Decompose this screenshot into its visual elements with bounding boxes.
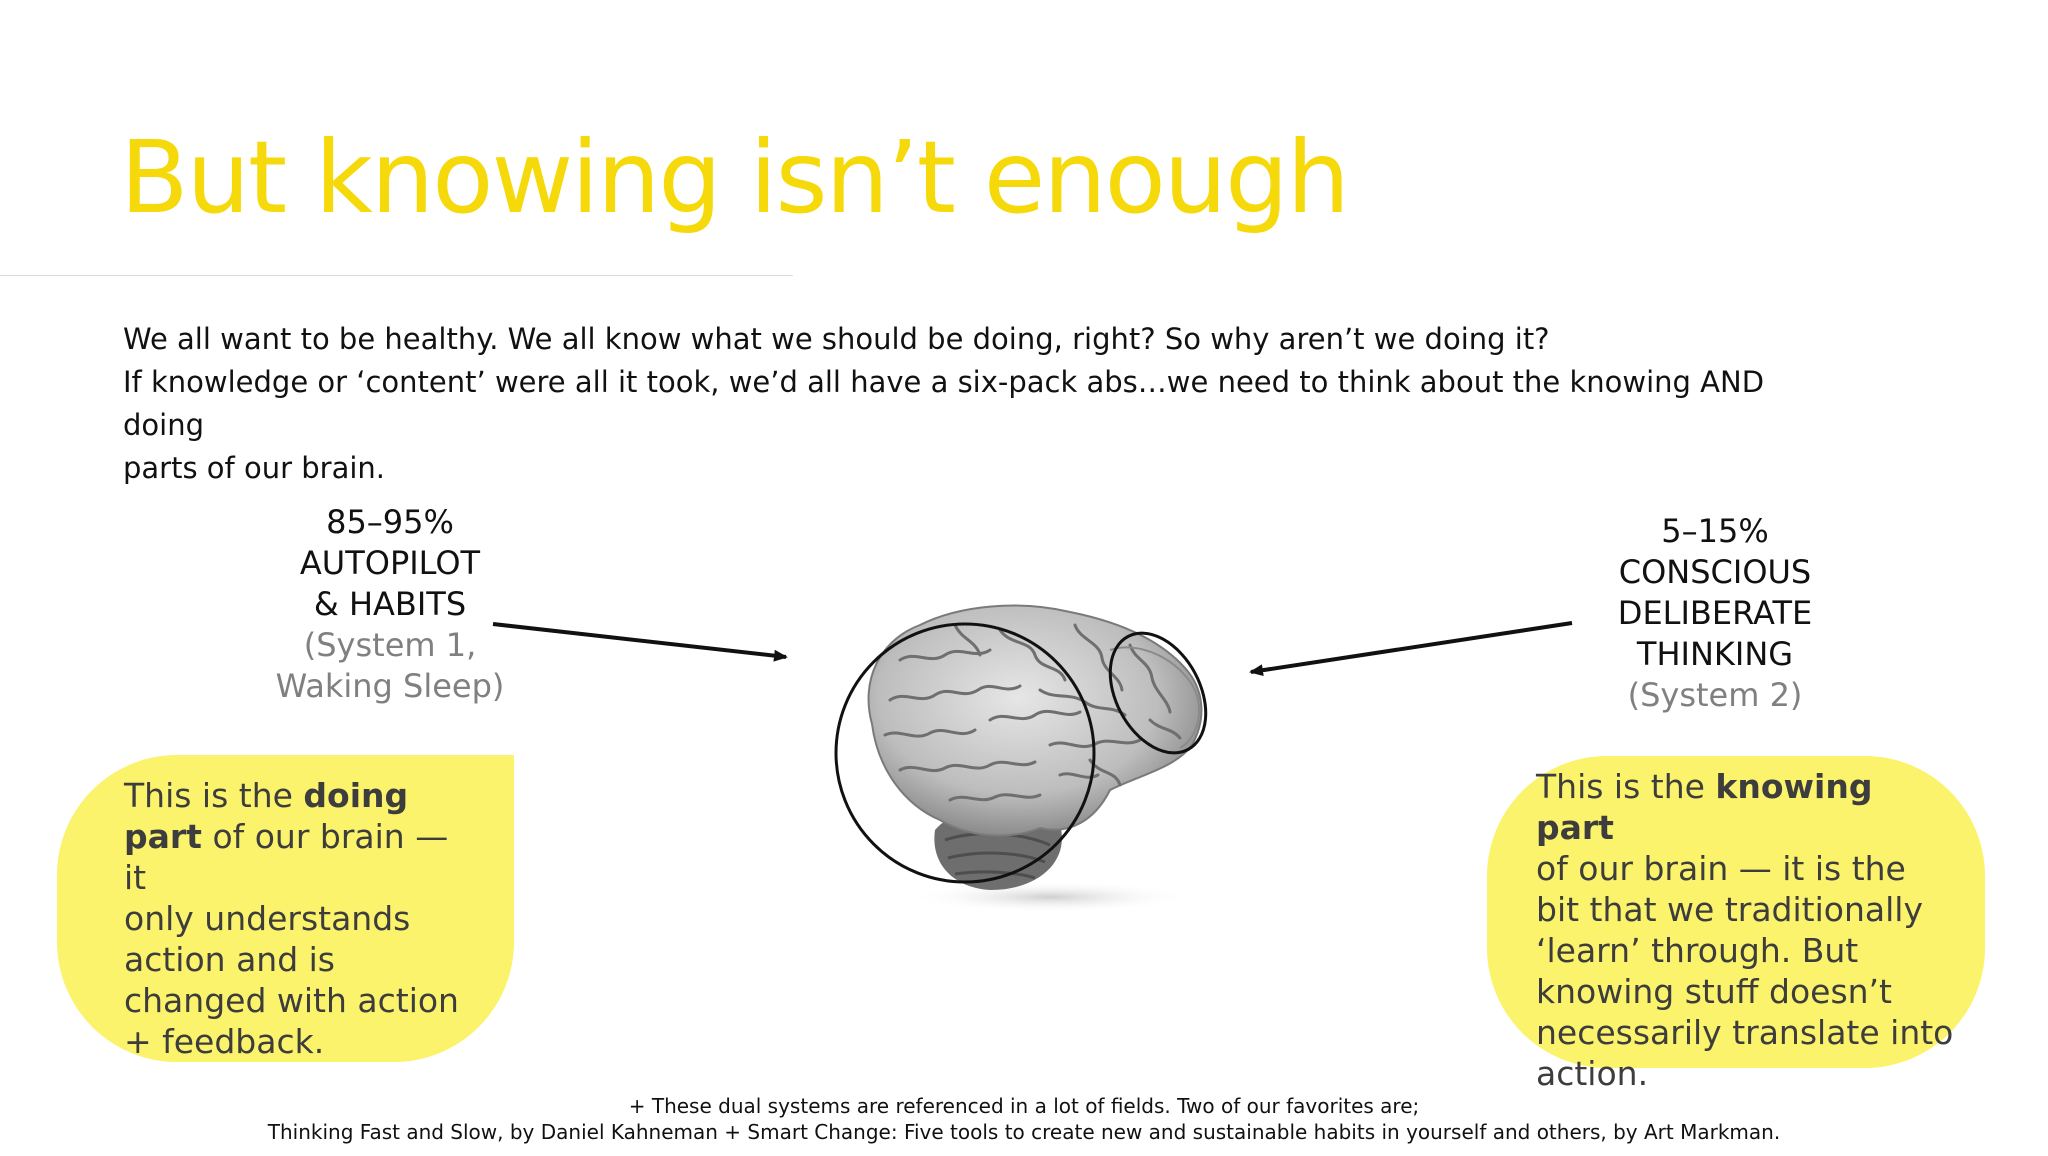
bubble-line: changed with action (124, 981, 459, 1020)
knowing-part-bubble (1487, 756, 1985, 1093)
slide-title: But knowing isn’t enough (120, 119, 1349, 236)
bubble-text: This is the (1536, 767, 1716, 806)
bubble-line (124, 816, 474, 898)
doing-part-bubble (57, 755, 514, 1062)
bubble-line (124, 775, 474, 816)
bubble-text: of our brain — it (124, 817, 449, 897)
system2-title-line: DELIBERATE (1617, 594, 1813, 632)
bubble-line: ‘learn’ through. But (1536, 931, 1859, 970)
intro-line: parts of our brain. (123, 451, 385, 485)
bubble-line: action and is (124, 940, 336, 979)
bubble-emphasis: doing (303, 776, 409, 815)
footnote (0, 1093, 2048, 1145)
system1-title-line: & HABITS (313, 585, 467, 623)
bubble-line: necessarily translate into (1536, 1013, 1954, 1052)
bubble-line: only understands (124, 899, 411, 938)
footnote-line: Thinking Fast and Slow, by Daniel Kahneman + Smart Change: Five tools to create new and sustainable habits in yourself and others, by Art Markman. (267, 1120, 1781, 1144)
system1-subtitle: Waking Sleep) (275, 667, 505, 705)
system2-subtitle: (System 2) (1627, 676, 1803, 714)
system1-percent: 85–95% (326, 503, 454, 541)
bubble-line: of our brain — it is the (1536, 849, 1906, 888)
intro-text (123, 318, 1823, 490)
bubble-emphasis: knowing part (1536, 767, 1873, 847)
bubble-emphasis: part (124, 817, 202, 856)
system2-percent: 5–15% (1661, 512, 1769, 550)
arrow-left-icon (1251, 623, 1572, 672)
bubble-line: bit that we traditionally (1536, 890, 1923, 929)
title-divider (0, 275, 793, 276)
system1-title-line: AUTOPILOT (299, 544, 481, 582)
bubble-line: + feedback. (124, 1022, 325, 1061)
bubble-text: This is the (124, 776, 304, 815)
bubble-line (1536, 766, 1955, 848)
footnote-line: + These dual systems are referenced in a lot of fields. Two of our favorites are; (628, 1094, 1420, 1118)
system1-subtitle: (System 1, (303, 626, 477, 664)
system2-title-line: CONSCIOUS (1618, 553, 1812, 591)
system1-label (240, 502, 540, 707)
intro-line: If knowledge or ‘content’ were all it took, we’d all have a six-pack abs…we need to think about the knowing AND doing (123, 365, 1765, 442)
system2-title-line: THINKING (1636, 635, 1794, 673)
intro-line: We all want to be healthy. We all know what we should be doing, right? So why aren’t we doing it? (123, 322, 1550, 356)
bubble-line: knowing stuff doesn’t (1536, 972, 1892, 1011)
bubble-line: action. (1536, 1054, 1649, 1093)
system2-label (1560, 511, 1870, 716)
